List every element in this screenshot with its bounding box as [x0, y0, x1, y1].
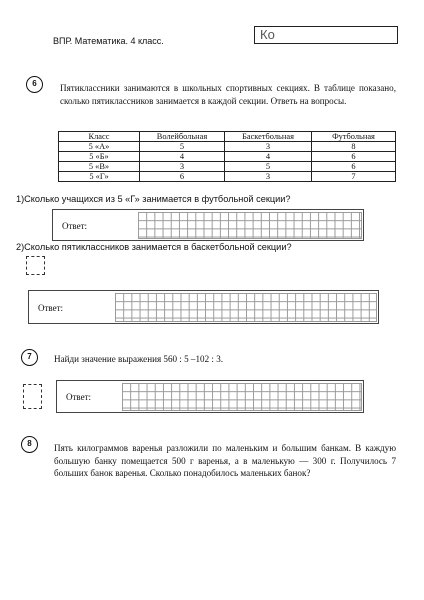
table-cell: 4 [225, 152, 312, 162]
sports-sections-table [58, 131, 396, 182]
table-cell: 5 «В» [59, 162, 140, 172]
task-7-text: Найди значение выражения 560 : 5 –102 : 3. [54, 354, 224, 364]
task-6-answer-1-field[interactable] [52, 209, 364, 241]
task-6-answer-2-field[interactable] [28, 290, 379, 324]
table-cell: 6 [140, 172, 225, 182]
task-6-number-badge: 6 [26, 76, 43, 93]
table-cell: 5 «Б» [59, 152, 140, 162]
student-code-field[interactable] [254, 26, 398, 44]
table-cell: 5 [140, 142, 225, 152]
table-cell: 3 [225, 142, 312, 152]
table-cell: 4 [140, 152, 225, 162]
table-cell: 6 [312, 152, 396, 162]
table-cell: 6 [312, 162, 396, 172]
score-box-task-7 [23, 384, 42, 409]
table-row [59, 162, 396, 172]
task-6-question-1: 1)Сколько учащихся из 5 «Г» занимается в футбольной секции? [16, 194, 291, 204]
answer-label: Ответ: [66, 392, 92, 402]
table-cell: 3 [140, 162, 225, 172]
table-cell: 8 [312, 142, 396, 152]
answer-grid [138, 212, 362, 239]
table-cell: 5 [225, 162, 312, 172]
answer-grid [122, 383, 362, 411]
task-6-text: Пятиклассники занимаются в школьных спортивных секциях. В таблице показано, сколько пятиклассников занимается в каждой секции. Ответь на вопросы. [60, 83, 396, 106]
table-cell: 7 [312, 172, 396, 182]
answer-label: Ответ: [38, 303, 64, 313]
page-header-title: ВПР. Математика. 4 класс. [53, 36, 164, 46]
task-7-answer-field[interactable] [56, 380, 364, 413]
table-cell: 5 «А» [59, 142, 140, 152]
table-header-cell: Баскетбольная [225, 132, 312, 142]
task-8-number-badge: 8 [21, 436, 38, 453]
task-6-question-2: 2)Сколько пятиклассников занимается в баскетбольной секции? [16, 242, 292, 252]
table-cell: 5 «Г» [59, 172, 140, 182]
score-box-task-6 [26, 256, 45, 275]
task-8-text: Пять килограммов варенья разложили по маленьким и большим банкам. В каждую большую банку помещается 500 г варенья, а в маленькую — 300 г. Получилось 7 больших банок варенья. Сколько понадобилось маленьких банок? [54, 443, 396, 479]
table-cell: 3 [225, 172, 312, 182]
table-row [59, 152, 396, 162]
table-row [59, 142, 396, 152]
answer-grid [115, 293, 377, 322]
table-row [59, 172, 396, 182]
table-header-cell: Класс [59, 132, 140, 142]
task-7-number-badge: 7 [21, 349, 38, 366]
table-header-cell: Футбольная [312, 132, 396, 142]
table-header-cell: Волейбольная [140, 132, 225, 142]
table-header-row [59, 132, 396, 142]
student-code-label: Ко [260, 27, 275, 42]
answer-label: Ответ: [62, 221, 88, 231]
